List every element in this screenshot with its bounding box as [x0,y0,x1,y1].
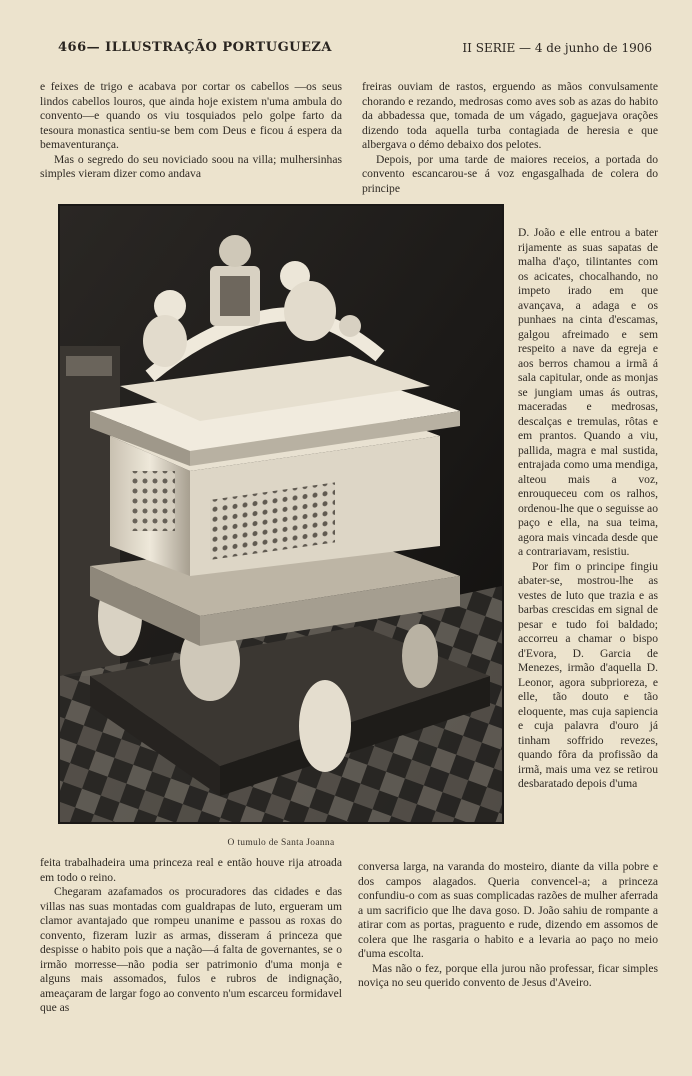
paragraph: conversa larga, na varanda do mosteiro, diante da villa pobre e dos campos alagados. Queria convencel-a; a princeza confundiu-o com as suas complicadas razões de mulher aferrada a um sacrificio que lhe dava goso. D. João sahiu de rompante a atirar com as portas, praguento e rude, dizendo em assomos de colera que lhe rasgaria o habito e a levaria ao paço no meio d'uma escolta. [358,860,658,960]
paragraph: Por fim o principe fingiu abater-se, mostrou-lhe as vestes de luto que trazia e as barbas crescidas em signal de pesar e tudo foi baldado; accorreu a chamar o bispo d'Evora, D. Garcia de Menezes, irmão d'aquella D. Leonor, agora subprioreza, e elle, tão douto e tão eloquente, mas cuja sapiencia e cuja palavra d'ouro já tinham soffrido revezes, quando fôra da profissão da irmã, mais uma vez se retirou desbaratado depois d'uma [518,559,658,790]
text-column-top-left [40,80,342,182]
paragraph: freiras ouviam de rastos, erguendo as mãos convulsamente chorando e rezando, medrosas como aves sob as azas do habito da abbadessa que, tomada de um vágado, gaguejava orações dizendo toda aquella turba contagiada de heresia e que albergava o démo debaixo dos pelotes. [362,80,658,151]
paragraph: Depois, por uma tarde de maiores receios, a portada do convento escancarou-se á voz engasgalhada de colera do principe [362,152,658,195]
paragraph: Mas o segredo do seu noviciado soou na villa; mulhersinhas simples vieram dizer como andava [40,152,342,180]
tomb-illustration [60,206,502,822]
text-column-bottom-right [358,860,658,991]
text-column-bottom-left [40,856,342,1016]
page-header-title: 466— ILLUSTRAÇÃO PORTUGUEZA [58,40,332,55]
paragraph: Mas não o fez, porque ella jurou não professar, ficar simples noviça no seu querido convento de Jesus d'Aveiro. [358,961,658,989]
paragraph: feita trabalhadeira uma princeza real e então houve rija atroada em todo o reino. [40,856,342,884]
page-header-date: II SERIE — 4 de junho de 1906 [462,41,652,55]
text-column-side [518,226,658,792]
paragraph: Chegaram azafamados os procuradores das cidades e das villas nas suas montadas com gualdrapas de luto, ergueram um clamor avantajado que rompeu unanime e passou as roxas do convento, fizeram luzir as armas, disseram á princeza que despisse o habito pois que a nação—á falta de governantes, se o irmão morresse—não podia ser patrimonio d'uma monja e alguns mais assomados, fulos e rubros de indignação, ameaçaram de largar fogo ao convento n'um escarceu formidavel que as [40,885,342,1014]
paragraph: D. João e elle entrou a bater rijamente as suas sapatas de malha d'aço, tilintantes com os acicates, chocalhando, no impeto irado em que avançava, a adaga e os punhaes na cinta d'escamas, galgou afreimado e sem respeito a nave da egreja e aos berros chamou a irmã á sala capitular, onde as monjas se jungiam umas ás outras, maceradas e medrosas, descalças e tremulas, rôtas e em prantos. Quando a viu, pallida, magra e mal sustida, entrajada como uma mendiga, alteou mais a voz, enrouqueceu com os ralhos, ordenou-lhe que o seguisse ao paço e ella, na sua teima, agora mais vincada desde que a contrariavam, resistiu. [518,226,658,558]
text-column-top-right [362,80,658,196]
tomb-photograph [58,204,504,824]
photo-caption: O tumulo de Santa Joanna [227,838,335,848]
paragraph: e feixes de trigo e acabava por cortar os cabellos —os seus lindos cabellos louros, que ainda hoje existem n'uma ambula do convento—e quando os viu tosquiados pelo golpe farto da tesoura monastica sentiu-se bem com Deus e ficou á espera da bemaventurança. [40,80,342,151]
